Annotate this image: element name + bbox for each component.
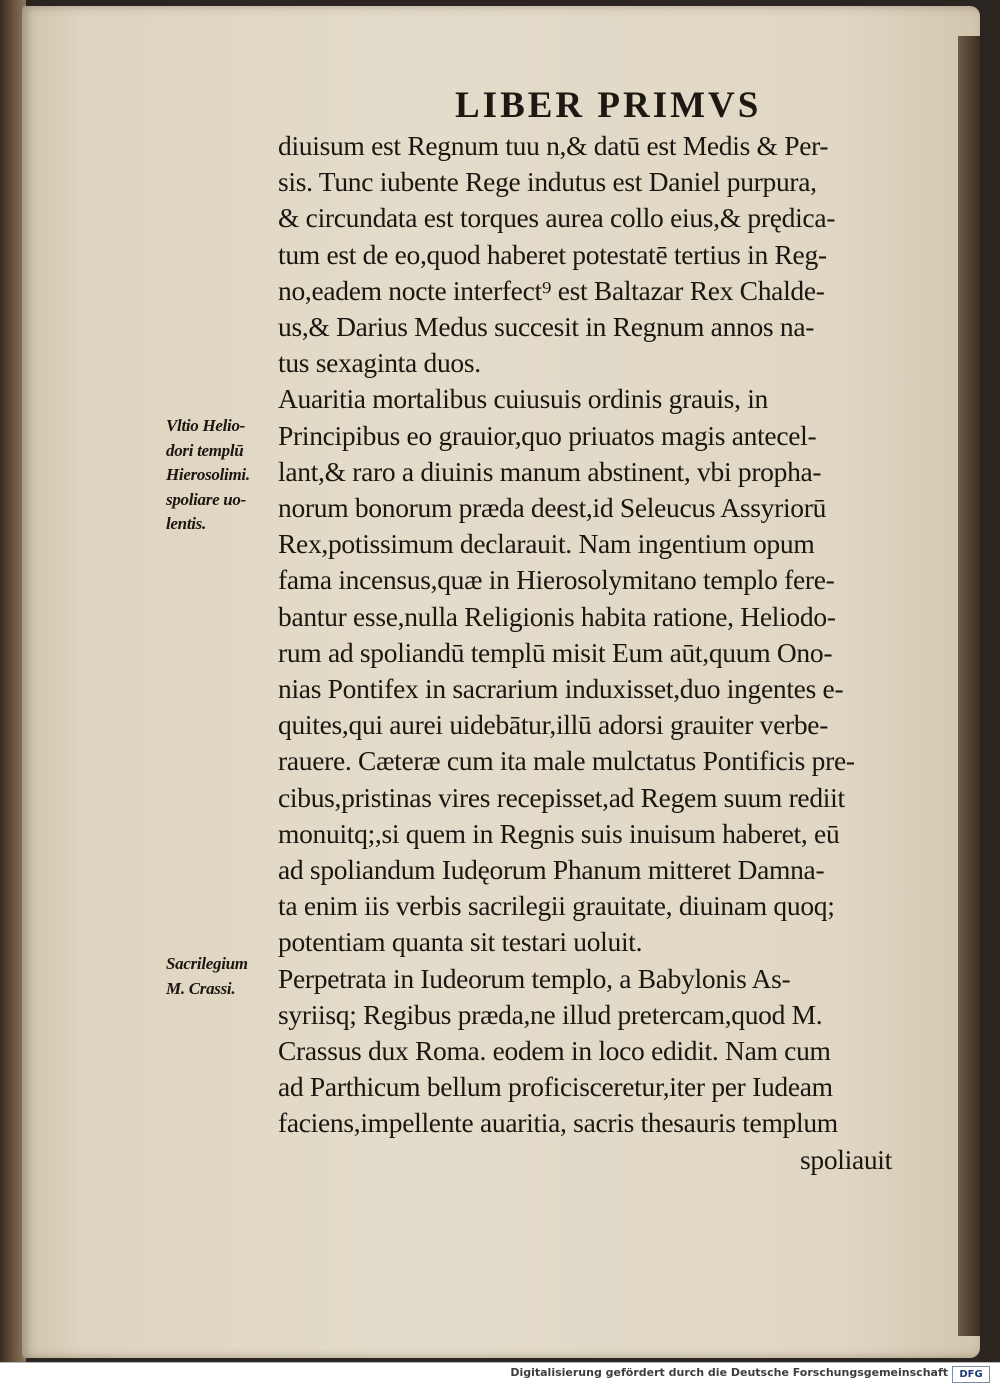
text-line: bantur esse,nulla Religionis habita ratione, Heliodo- (278, 600, 836, 632)
text-line: us,& Darius Medus succesit in Regnum annos na- (278, 311, 815, 343)
text-line: norum bonorum præda deest,id Seleucus Assyriorū (278, 492, 827, 524)
text-line: Rex,potissimum declarauit. Nam ingentium opum (278, 528, 815, 560)
main-text-block (278, 128, 928, 1178)
text-line: rauere. Cæteræ cum ita male mulctatus Pontificis pre- (278, 745, 855, 777)
text-line: Crassus dux Roma. eodem in loco edidit. Nam cum (278, 1035, 831, 1067)
margin-note-line: lentis. (166, 514, 206, 533)
text-line: diuisum est Regnum tuu n,& datū est Medis & Per- (278, 130, 829, 161)
margin-note-sacrilegium-crassi (166, 952, 248, 1001)
text-line: cibus,pristinas vires recepisset,ad Regem suum rediit (278, 781, 845, 813)
text-line: rum ad spoliandū templū misit Eum aūt,quum Ono- (278, 636, 833, 668)
dfg-logo: DFG (952, 1366, 990, 1383)
text-line: ta enim iis verbis sacrilegii grauitate, diuinam quoq; (278, 890, 835, 922)
margin-note-vltio-heliodori (166, 414, 250, 537)
text-line: spoliauit (799, 1143, 892, 1175)
text-line: tus sexaginta duos. (278, 347, 481, 379)
text-line: potentiam quanta sit testari uoluit. (278, 926, 643, 958)
margin-note-line: Sacrilegium (166, 954, 248, 973)
text-line: Auaritia mortalibus cuiusuis ordinis grauis, in (278, 383, 769, 415)
text-line: monuitq;,si quem in Regnis suis inuisum haberet, eū (278, 817, 840, 849)
text-line: & circundata est torques aurea collo eius,& prędica- (278, 202, 836, 234)
text-line: tum est de eo,quod haberet potestatē tertius in Reg- (278, 238, 827, 270)
text-line: Perpetrata in Iudeorum templo, a Babylonis As- (278, 962, 791, 994)
text-line: fama incensus,quæ in Hierosolymitano templo fere- (278, 564, 835, 596)
text-line: ad Parthicum bellum proficisceretur,iter per Iudeam (278, 1071, 833, 1103)
digitization-footer (0, 1362, 1000, 1385)
text-line: quites,qui aurei uidebātur,illū adorsi grauiter verbe- (278, 709, 829, 741)
page-edge-shadow (958, 36, 980, 1336)
text-line: faciens,impellente auaritia, sacris thesauris templum (278, 1107, 838, 1139)
text-line: ad spoliandum Iudęorum Phanum mitteret Damna- (278, 854, 825, 886)
text-line: syriisq; Regibus præda,ne illud pretercam,quod M. (278, 998, 823, 1030)
text-line: Principibus eo grauior,quo priuatos magis antecel- (278, 419, 817, 451)
text-line: nias Pontifex in sacrarium induxisset,duo ingentes e- (278, 673, 844, 705)
margin-note-line: Vltio Helio- (166, 416, 246, 435)
margin-note-line: dori templū (166, 440, 244, 460)
text-line: lant,& raro a diuinis manum abstinent, vbi propha- (278, 455, 822, 487)
margin-note-line: M. Crassi. (166, 978, 236, 998)
margin-note-line: spoliare uo- (166, 489, 246, 509)
footer-credit: Digitalisierung gefördert durch die Deutsche Forschungsgemeinschaft (510, 1366, 948, 1379)
text-line: no,eadem nocte interfect⁹ est Baltazar Rex Chalde- (278, 274, 825, 306)
text-line: sis. Tunc iubente Rege indutus est Daniel purpura, (278, 166, 817, 198)
margin-note-line: Hierosolimi. (166, 465, 250, 484)
running-head: LIBER PRIMVS (455, 85, 762, 126)
